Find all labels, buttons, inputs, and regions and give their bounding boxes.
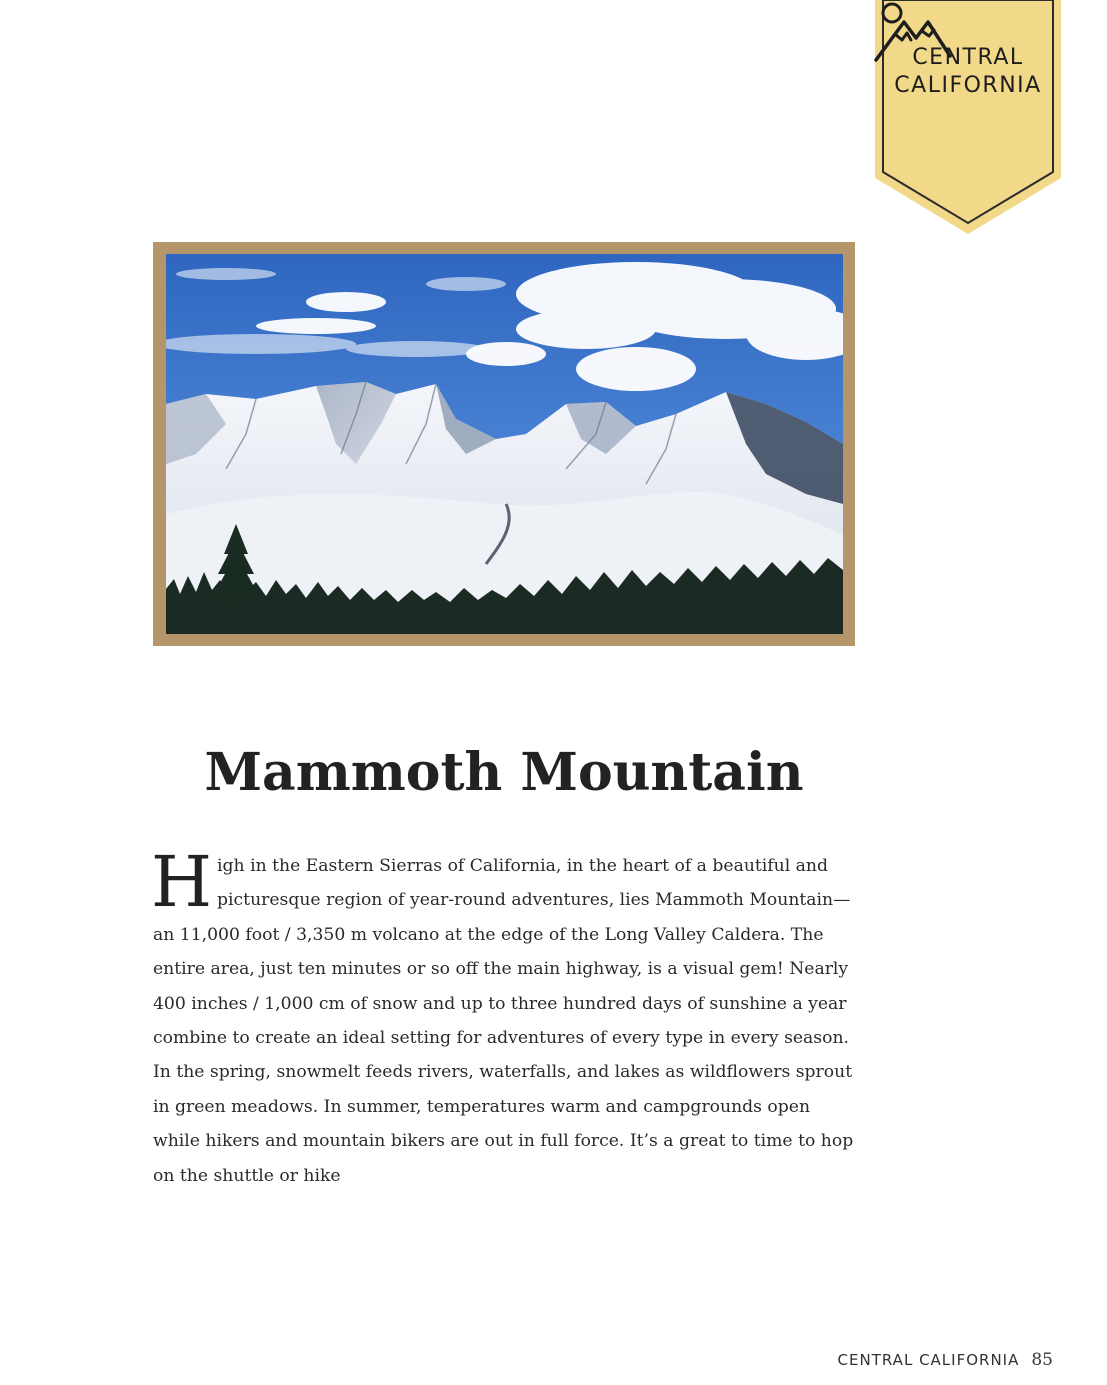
article-body-text: igh in the Eastern Sierras of California, in the heart of a beautiful and picturesque region of year-round adventures, lies Mammoth Mountain—an 11,000 foot / 3,350 m volcano at the edge of the Long Valley Caldera. The entire area, just ten minutes or so off the main highway, is a visual gem! Nearly 400 inches / 1,000 cm of snow and up to three hundred days of sunshine a year combine to create an ideal setting for adventures of every type in every season. In the spring, snowmelt feeds rivers, waterfalls, and lakes as wildflowers sprout in green meadows. In summer, temperatures warm and campgrounds open while hikers and mountain bikers are out in full force. It’s a great to time to hop on the shuttle or hike [153,856,854,1186]
photo-frame [153,242,855,646]
section-banner [874,0,1062,236]
article-title: Mammoth Mountain [204,742,804,803]
page-number: 85 [1031,1350,1053,1370]
banner-line-1: CENTRAL [912,45,1024,70]
article-body [151,841,855,1193]
banner-line-2: CALIFORNIA [894,73,1042,98]
snow-covered-mountains-photo [166,254,843,634]
footer-section-name: CENTRAL CALIFORNIA [837,1351,1020,1369]
mountain-sun-icon [874,0,952,64]
page-footer [838,1350,1053,1370]
drop-cap: H [151,841,213,923]
